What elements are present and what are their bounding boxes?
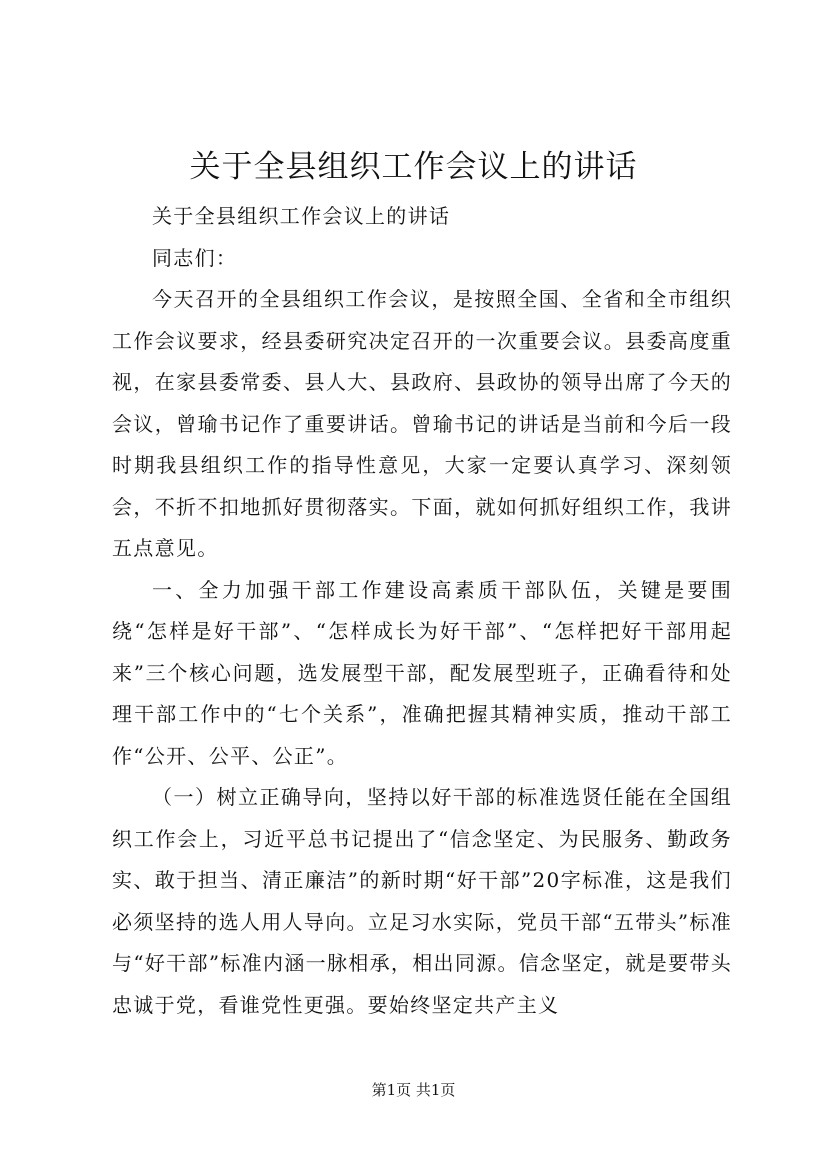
page-footer: 第1页 共1页 [371, 1081, 456, 1099]
section-one-paragraph: 一、全力加强干部工作建设高素质干部队伍，关键是要围绕“怎样是好干部”、“怎样成长为好干部”、“怎样把好干部用起来”三个核心问题，选发展型干部，配发展型班子，正确看待和处理干部工作中的“七个关系”，准确把握其精神实质，推动干部工作“公开、公平、公正”。 [112, 577, 732, 768]
document-title: 关于全县组织工作会议上的讲话 [189, 149, 638, 185]
subtitle-paragraph: 关于全县组织工作会议上的讲话 [152, 204, 451, 228]
intro-paragraph: 今天召开的全县组织工作会议，是按照全国、全省和全市组织工作会议要求，经县委研究决定召开的一次重要会议。县委高度重视，在家县委常委、县人大、县政府、县政协的领导出席了今天的会议，曾瑜书记作了重要讲话。曾瑜书记的讲话是当前和今后一段时期我县组织工作的指导性意见，大家一定要认真学习、深刻领会，不折不扣地抓好贯彻落实。下面，就如何抓好组织工作，我讲五点意见。 [112, 287, 732, 560]
salutation-paragraph: 同志们： [152, 245, 238, 270]
document-body [112, 196, 732, 1026]
subsection-one-paragraph: （一）树立正确导向，坚持以好干部的标准选贤任能在全国组织工作会上，习近平总书记提出了“信念坚定、为民服务、勤政务实、敢于担当、清正廉洁”的新时期“好干部”20字标准，这是我们必须坚持的选人用人导向。立足习水实际，党员干部“五带头”标准与“好干部”标准内涵一脉相承，相出同源。信念坚定，就是要带头忠诚于党，看谁党性更强。要始终坚定共产主义 [112, 785, 732, 1017]
